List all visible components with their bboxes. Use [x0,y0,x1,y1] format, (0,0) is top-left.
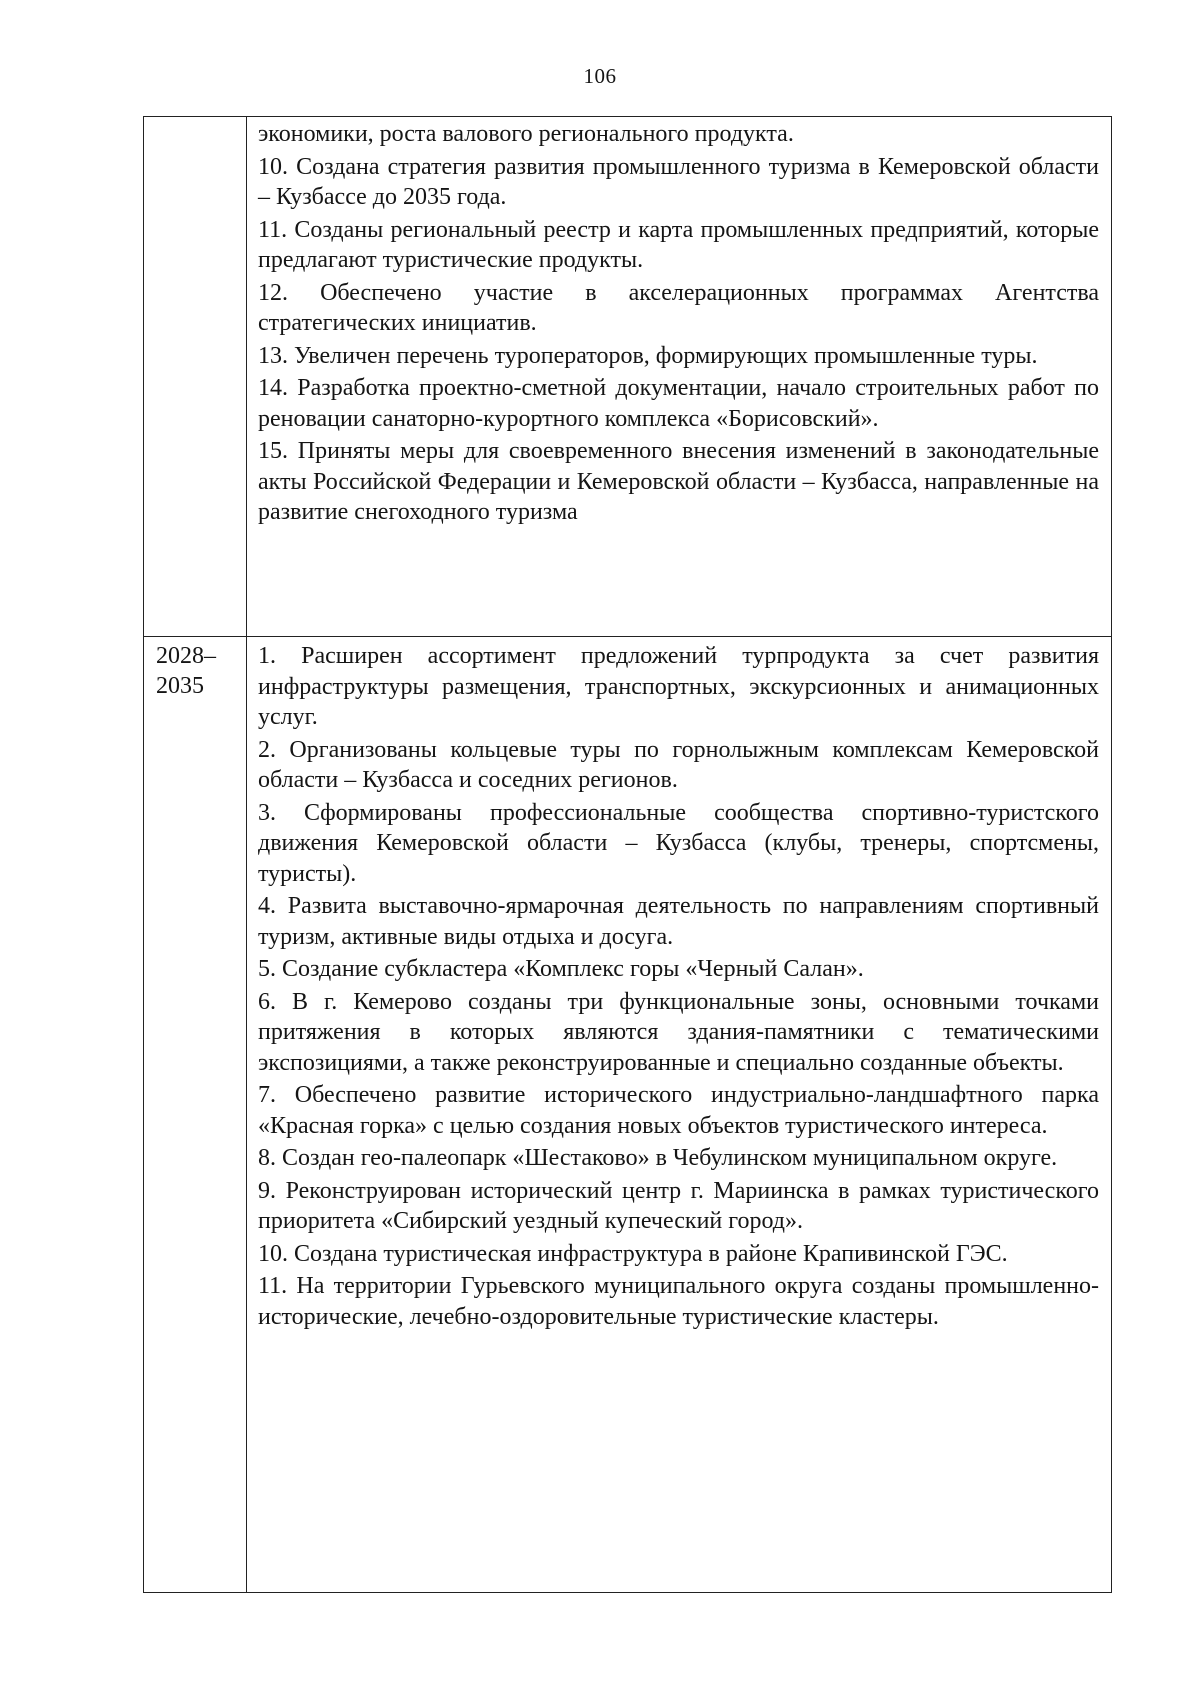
period-start: 2028– [156,643,216,669]
row1-content [258,119,1099,528]
row1-item: 15. Приняты меры для своевременного внесения изменений в законодательные акты Российской Федерации и Кемеровской области – Кузбасса, направленные на развитие снегоходного туризма [258,438,1099,525]
row1-item: экономики, роста валового регионального продукта. [258,121,794,147]
row1-item: 14. Разработка проектно-сметной документации, начало строительных работ по реновации санаторно-курортного комплекса «Борисовский». [258,375,1099,432]
row2-item: 5. Создание субкластера «Комплекс горы «Черный Салан». [258,956,864,982]
row-divider [144,636,1111,637]
page-number: 106 [583,64,617,88]
row2-item: 9. Реконструирован исторический центр г. Мариинска в рамках туристического приоритета «Сибирский уездный купеческий город». [258,1177,1099,1234]
row2-item: 6. В г. Кемерово созданы три функциональные зоны, основными точками притяжения в которых являются здания-памятники с тематическими экспозициями, а также реконструированные и специально созданные объекты. [258,988,1099,1076]
period-cell [156,641,244,701]
row2-item: 3. Сформированы профессиональные сообщества спортивно-туристского движения Кемеровской области – Кузбасса (клубы, тренеры, спортсмены, туристы). [258,799,1099,887]
row2-item: 10. Создана туристическая инфраструктура в районе Крапивинской ГЭС. [258,1240,1008,1267]
column-divider [246,117,247,1592]
row2-item: 8. Создан гео-палеопарк «Шестаково» в Чебулинском муниципальном округе. [258,1145,1058,1171]
row1-item: 13. Увеличен перечень туроператоров, формирующих промышленные туры. [258,342,1038,369]
row2-item: 7. Обеспечено развитие исторического индустриально-ландшафтного парка «Красная горка» с целью создания новых объектов туристического интереса. [258,1082,1099,1139]
period-end: 2035 [156,673,204,699]
row1-item: 10. Создана стратегия развития промышленного туризма в Кемеровской области – Кузбассе до 2035 года. [258,153,1099,210]
row2-item: 11. На территории Гурьевского муниципального округа созданы промышленно-исторические, лечебно-оздоровительные туристические кластеры. [258,1273,1099,1330]
row1-item: 11. Созданы региональный реестр и карта промышленных предприятий, которые предлагают туристические продукты. [258,216,1099,273]
row2-item: 4. Развита выставочно-ярмарочная деятельность по направлениям спортивный туризм, активные виды отдыха и досуга. [258,893,1099,950]
results-table [143,116,1112,1593]
row1-item: 12. Обеспечено участие в акселерационных программах Агентства стратегических инициатив. [258,279,1099,336]
row2-content [258,641,1099,1332]
row2-item: 1. Расширен ассортимент предложений турпродукта за счет развития инфраструктуры размещения, транспортных, экскурсионных и анимационных услуг. [258,643,1099,730]
row2-item: 2. Организованы кольцевые туры по горнолыжным комплексам Кемеровской области – Кузбасса и соседних регионов. [258,736,1099,793]
